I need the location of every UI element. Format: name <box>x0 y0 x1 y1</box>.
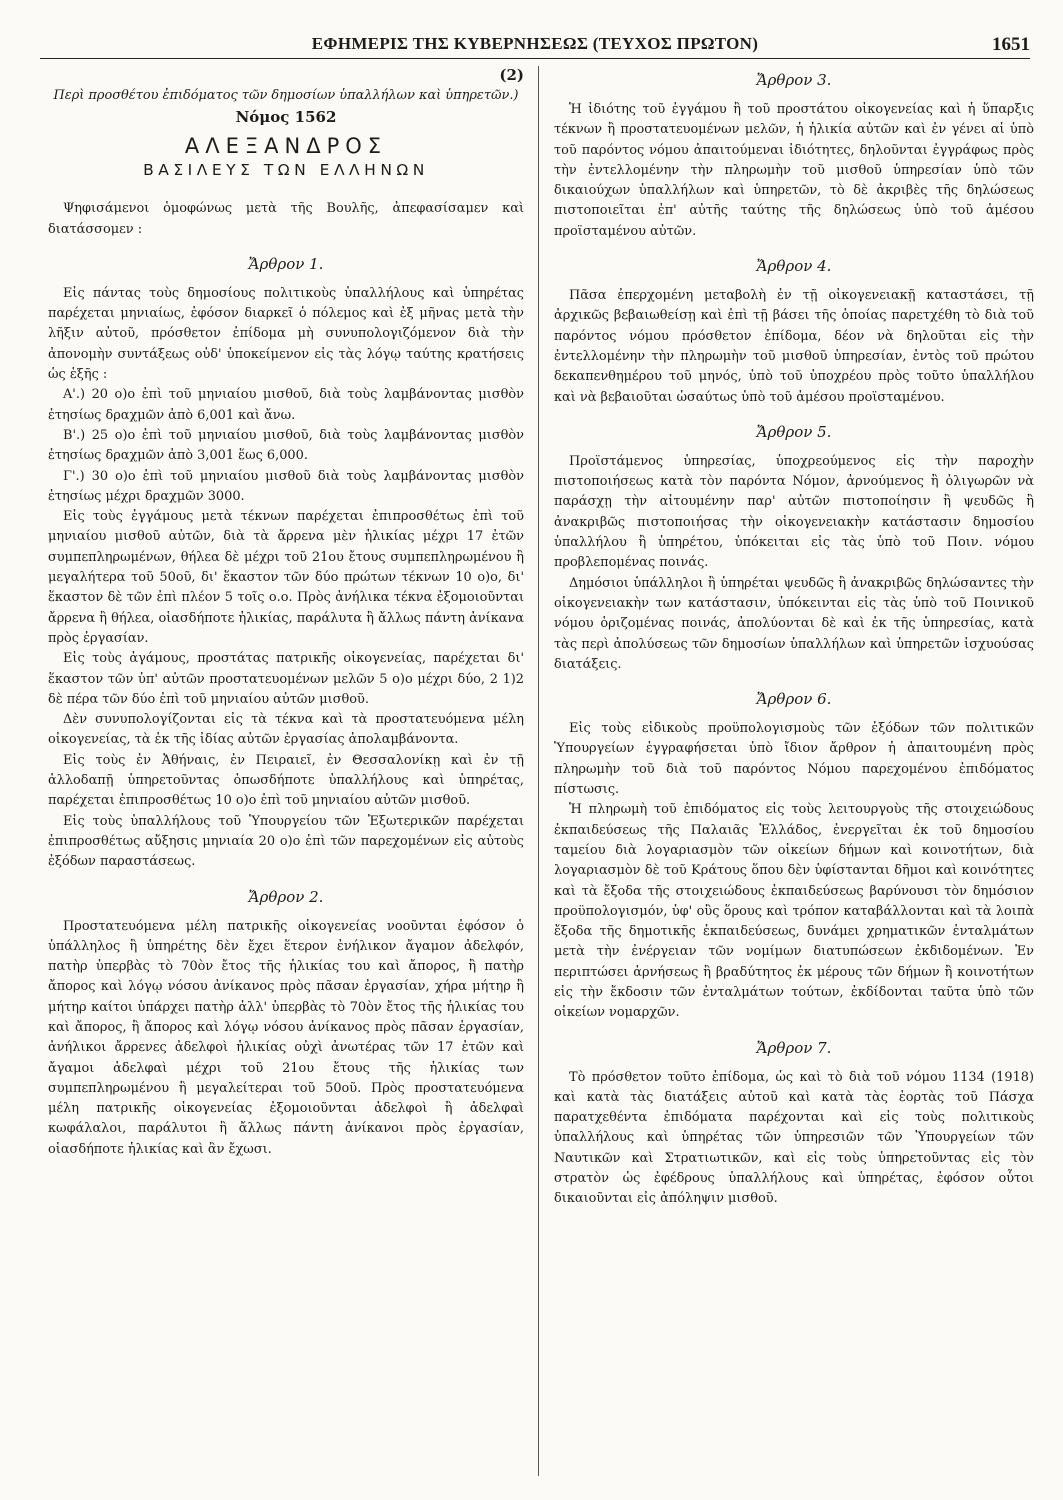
article-6-paragraph: Εἰς τοὺς εἰδικοὺς προϋπολογισμοὺς τῶν ἐξόδων τῶν πολιτικῶν Ὑπουργείων ἐγγραφήσεται ὑπὸ ἴδιον ἄρθρον ἡ ἀπαιτουμένη πρὸς πληρωμὴν τοῦ διὰ τοῦ παρόντος Νόμου παρεχομένου ἐπιδόματος πίστωσις. <box>554 721 1034 798</box>
article-7-heading: Ἄρθρον 7. <box>756 1038 832 1057</box>
article-1-paragraph: Εἰς τοὺς ἐν Ἀθήναις, ἐν Πειραιεῖ, ἐν Θεσσαλονίκῃ καὶ ἐν τῇ ἀλλοδαπῇ ὑπηρετοῦντας ὁπωσδήποτε ὑπαλλήλους καὶ ὑπηρέτας, παρέχεται ἐπιπροσθέτως 10 ο)ο ἐπὶ τοῦ μηνιαίου αὐτῶν μισθοῦ. <box>48 752 524 809</box>
article-1-paragraph: Δὲν συνυπολογίζονται εἰς τὰ τέκνα καὶ τὰ προστατευόμενα μέλη οἰκογενείας, τὰ ἐκ τῆς ἰδίας αὐτῶν ἐργασίας ἀπολαμβάνοντα. <box>48 712 524 748</box>
article-3-heading: Ἄρθρον 3. <box>756 71 832 89</box>
column-divider <box>538 66 539 1476</box>
article-1-item-b: Β'.) 25 ο)ο ἐπὶ τοῦ μηνιαίου μισθοῦ, διὰ τοὺς λαμβάνοντας μισθὸν ἐτησίως δραχμῶν ἀπὸ 3,001 ἕως 6,000. <box>48 427 524 464</box>
article-3-paragraph: Ἡ ἰδιότης τοῦ ἐγγάμου ἢ τοῦ προστάτου οἰκογενείας καὶ ἡ ὕπαρξις τέκνων ἢ προστατευομένων μελῶν, ἡ ἡλικία αὐτῶν καὶ ἐν γένει αἱ ὑπὸ τοῦ παρόντος νόμου ἀπαιτούμεναι ἰδιότητες, δηλοῦνται ἐγγράφως πρὸς τὴν ἐντελλομένην τὴν πληρωμὴν τοῦ μισθοῦ ὑπηρεσίαν ὑπὸ τῶν δικαιούχων ὑπαλλήλων καὶ ὑπηρετῶν, τὸ δὲ ἀκριβὲς τῆς δηλώσεως πιστοποιεῖται ἐπ' αὐτῆς ταύτης τῆς δηλώσεως ὑπὸ τοῦ ἀμέσου προϊσταμένου αὐτῶν. <box>554 102 1034 239</box>
right-column <box>554 66 1034 1210</box>
page-number: 1651 <box>992 34 1030 55</box>
document-number: (2) <box>499 66 524 84</box>
law-subject: Περὶ προσθέτου ἐπιδόματος τῶν δημοσίων ὑπαλλήλων καὶ ὑπηρετῶν.) <box>53 88 519 103</box>
article-2-paragraph: Προστατευόμενα μέλη πατρικῆς οἰκογενείας νοοῦνται ἐφόσον ὁ ὑπάλληλος ἢ ὑπηρέτης δὲν ἔχει ἕτερον ἐνήλικον ἄγαμον ἀδελφόν, πατὴρ ὑπερβὰς τὸ 70ὸν ἔτος τῆς ἡλικίας του καὶ ἄπορος, ἢ πατὴρ ἄπορος καὶ λόγῳ νόσου ἀνίκανος πρὸς πᾶσαν ἐργασίαν, χήρα μήτηρ ἢ μήτηρ καίτοι ὑπάρχει πατὴρ ἀλλ' ὑπερβὰς τὸ 70ὸν ἔτος τῆς ἡλικίας του καὶ ἄπορος, ἢ ἄπορος καὶ λόγῳ νόσου ἀνίκανος πρὸς πᾶσαν ἐργασίαν, ἀνήλικοι ἄρρενες ἀδελφοὶ ἡλικίας οὐχὶ ἀνωτέρας τῶν 17 ἐτῶν καὶ ἄγαμοι ἀδελφαὶ μέχρι τοῦ 21ου ἔτους τῆς ἡλικίας των συμπεπληρωμένου ἢ μεγαλείτεραι τοῦ 50οῦ. Πρὸς προστατευόμενα μέλη πατρικῆς οἰκογενείας ἐξομοιοῦνται ἀδελφοὶ ἢ ἀδελφαὶ κωφάλαλοι, παράλυτοι ἢ ἄλλως πάντη ἀνίκανοι πρὸς ἐργασίαν, οἱασδήποτε ἡλικίας καὶ ἂν ἔχωσι. <box>48 918 524 1157</box>
article-6-heading: Ἄρθρον 6. <box>756 690 832 709</box>
law-title: Νόμος 1562 <box>235 108 337 126</box>
king-title: ΒΑΣΙΛΕΥΣ ΤΩΝ ΕΛΛΗΝΩΝ <box>143 161 429 180</box>
gazette-title: ΕΦΗΜΕΡΙΣ ΤΗΣ ΚΥΒΕΡΝΗΣΕΩΣ (ΤΕΥΧΟΣ ΠΡΩΤΟΝ) <box>311 34 759 53</box>
article-4-heading: Ἄρθρον 4. <box>756 257 832 276</box>
article-4-paragraph: Πᾶσα ἐπερχομένη μεταβολὴ ἐν τῇ οἰκογενειακῇ καταστάσει, τῇ ἀρχικῶς βεβαιωθείσῃ καὶ ἐπὶ τῇ βάσει τῆς ὁποίας παρετχέθη τὸ διὰ τοῦ παρόντος νόμου πρόσθετον ἐπίδομα, δέον νὰ δηλοῦται εἰς τὴν ἐντελλομένην τὴν πληρωμὴν τοῦ μισθοῦ ὑπηρεσίαν, ἐντὸς τοῦ πρώτου δεκαπενθημέρου τοῦ μηνός, ὑπὸ τοῦ ὑποχρέου πρὸς τοῦτο ὑπαλλήλου καὶ νὰ βεβαιοῦται ὡσαύτως ὑπὸ τοῦ ἀμέσου προϊσταμένου. <box>554 288 1034 405</box>
article-1-paragraph: Εἰς πάντας τοὺς δημοσίους πολιτικοὺς ὑπαλλήλους καὶ ὑπηρέτας παρέχεται μηνιαίως, ἐφόσον διαρκεῖ ὁ πόλεμος καὶ ἐξ μῆνας μετὰ τὴν λῆξιν αὐτοῦ, πρόσθετον ἐπίδομα μὴ συνυπολογιζόμενον διὰ τὴν ἀπονομὴν συντάξεως οὐδ' ὑποκείμενον εἰς τὰς λόγῳ ταύτης κρατήσεις ὡς ἑξῆς : <box>48 285 524 383</box>
article-2-heading: Ἄρθρον 2. <box>248 887 324 906</box>
article-7-paragraph: Τὸ πρόσθετον τοῦτο ἐπίδομα, ὡς καὶ τὸ διὰ τοῦ νόμου 1134 (1918) καὶ κατὰ τὰς διατάξεις αὐτοῦ καὶ κατὰ τὰς ἑορτὰς τοῦ Πάσχα παρατχεθέντα ἐπιδόματα παρέχονται καὶ εἰς τοὺς πολιτικοὺς ὑπαλλήλους καὶ ὑπηρέτας τῶν ὑπηρεσιῶν τῶν Ὑπουργείων τῶν Ναυτικῶν καὶ Στρατιωτικῶν, καὶ εἰς τοὺς ὑπηρετοῦντας εἰς τὸν στρατὸν ὡς ἐφέδρους ὑπαλλήλους καὶ ὑπηρέτας, ἐφόσον οὗτοι δικαιοῦνται εἰς ἀπόληψιν μισθοῦ. <box>554 1069 1034 1207</box>
article-1-item-c: Γ'.) 30 ο)ο ἐπὶ τοῦ μηνιαίου μισθοῦ διὰ τοὺς λαμβάνοντας μισθὸν ἐτησίως μέχρι δραχμῶν 3000. <box>48 468 524 504</box>
article-1-item-a: Α'.) 20 ο)ο ἐπὶ τοῦ μηνιαίου μισθοῦ, διὰ τοὺς λαμβάνοντας μισθὸν ἐτησίως δραχμῶν ἀπὸ 6,001 καὶ ἄνω. <box>48 387 524 423</box>
article-5-paragraph: Δημόσιοι ὑπάλληλοι ἢ ὑπηρέται ψευδῶς ἢ ἀνακριβῶς δηλώσαντες τὴν οἰκογενειακὴν των κατάστασιν, ὑπόκεινται εἰς τὰς ὑπὸ τοῦ Ποινικοῦ νόμου ὁριζομένας ποινάς, ἀπολύονται δὲ καὶ ἐκ τῆς ὑπηρεσίας, κατὰ τὰς περὶ ἀπολύσεως τῶν δημοσίων ὑπαλλήλων καὶ ὑπηρετῶν ἰσχυούσας διατάξεις. <box>554 575 1034 672</box>
article-6-paragraph: Ἡ πληρωμὴ τοῦ ἐπιδόματος εἰς τοὺς λειτουργοὺς τῆς στοιχειώδους ἐκπαιδεύσεως τῆς Παλαιᾶς Ἑλλάδος, ἐνεργεῖται ἐκ τοῦ δημοσίου ταμείου διὰ λογαριασμὸν τῶν οἰκείων δήμων καὶ κοινοτήτων, διὰ λογαριασμὸν δὲ τοῦ Κράτους ὅπου δὲν ὑφίστανται δῆμοι καὶ κοινότητες καὶ τὰ ἔξοδα τῆς στοιχειώδους ἐκπαιδεύσεως βαρύνουσι τὸν δημόσιον προϋπολογισμόν, ὑφ' οὓς ὅρους καὶ τρόπον καταβάλλονται καὶ τὰ λοιπὰ ἔξοδα τῆς δημοτικῆς ἐκπαιδεύσεως, δυνάμει χρηματικῶν ἐνταλμάτων μετὰ τὴν ἐνέργειαν τῶν νομίμων διατυπώσεων ἐκδιδομένων. Ἐν περιπτώσει ἀρνήσεως ἢ βραδύτητος ἐκ μέρους τῶν δήμων ἢ κοινοτήτων εἰς τὴν ἔκδοσιν τῶν ἐνταλμάτων τούτων, ἐκδίδονται ταῦτα ὑπὸ τῶν οἰκείων νομαρχῶν. <box>554 802 1034 1021</box>
article-1-paragraph: Εἰς τοὺς ἐγγάμους μετὰ τέκνων παρέχεται ἐπιπροσθέτως ἐπὶ τοῦ μηνιαίου μισθοῦ αὐτῶν, διὰ τὰ ἄρρενα μὲν ἡλικίας μέχρι 17 ἐτῶν συμπεπληρωμένων, θήλεα δὲ μέχρι τοῦ 21ου ἔτους συμπεπληρωμένου ἢ μεγαλήτερα τοῦ 50οῦ, δι' ἕκαστον τῶν δύο πρώτων τέκνων 10 ο)ο, δι' ἕκαστον δὲ τῶν ἐπὶ πλέον 5 τοῖς ο.ο. Πρὸς ἀνήλικα τέκνα ἐξομοιοῦνται ἄρρενα ἢ θήλεα, οἱασδήποτε ἡλικίας, παράλυτα ἢ ἄλλως πάντη ἀνίκανα πρὸς ἐργασίαν. <box>48 509 524 646</box>
king-name: ΑΛΕΞΑΝΔΡΟΣ <box>184 134 388 159</box>
article-1-paragraph: Εἰς τοὺς ἀγάμους, προστάτας πατρικῆς οἰκογενείας, παρέχεται δι' ἕκαστον τῶν ὑπ' αὐτῶν προστατευομένων μελῶν 5 ο)ο μέχρι δύο, 2 1)2 δὲ πέρα τῶν δύο ἐπὶ τοῦ μηνιαίου αὐτῶν μισθοῦ. <box>48 651 524 707</box>
preamble: Ψηφισάμενοι ὁμοφώνως μετὰ τῆς Βουλῆς, ἀπεφασίσαμεν καὶ διατάσσομεν : <box>48 201 524 237</box>
article-5-heading: Ἄρθρον 5. <box>756 422 832 441</box>
article-1-heading: Ἄρθρον 1. <box>248 254 324 273</box>
article-1-paragraph: Εἰς τοὺς ὑπαλλήλους τοῦ Ὑπουργείου τῶν Ἐξωτερικῶν παρέχεται ἐπιπροσθέτως αὔξησις μηνιαία 20 ο)ο ἐπὶ τῶν παρεχομένων εἰς αὐτοὺς ἐξόδων παραστάσεως. <box>48 813 524 870</box>
left-column <box>48 66 524 1160</box>
page-header <box>40 34 1030 59</box>
article-5-paragraph: Προϊστάμενος ὑπηρεσίας, ὑποχρεούμενος εἰς τὴν παροχὴν πιστοποιήσεως κατὰ τὸν παρόντα Νόμον, ἀρνούμενος ἢ ὀλιγωρῶν νὰ παράσχῃ τὴν αἰτουμένην παρ' αὐτῶν πιστοποίησιν ἢ ψευδῶς ἢ ἀνακριβῶς πιστοποιήσας τὴν οἰκογενειακὴν κατάστασιν δημοσίου ὑπαλλήλου ἢ ὑπηρέτου, ὑπόκειται εἰς τὰς ὑπὸ τοῦ Ποιν. νόμου προβλεπομένας ποινάς. <box>554 453 1034 571</box>
